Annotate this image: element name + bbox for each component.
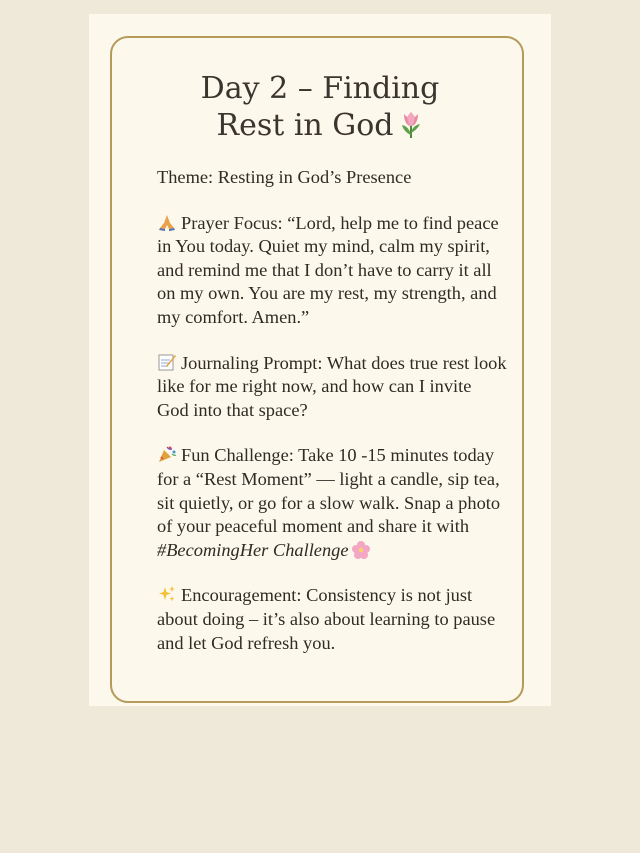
- journaling-prompt-text: Journaling Prompt: What does true rest look like for me right now, and how can I invite God into that space?: [157, 352, 507, 420]
- title-line-2-text: Rest in God: [216, 108, 394, 143]
- fun-challenge-text: Fun Challenge: Take 10 -15 minutes today for a “Rest Moment” — light a candle, sip tea, sit quietly, or go for a slow walk. Snap a photo of your peaceful moment and share it with: [157, 445, 501, 537]
- page-title: [110, 70, 530, 144]
- cherry-blossom-icon: [351, 540, 371, 560]
- hashtag: #BecomingHer Challenge: [157, 539, 349, 560]
- tulip-icon: [398, 109, 424, 139]
- praying-hands-icon: [157, 213, 177, 231]
- party-popper-icon: [157, 445, 177, 463]
- devotional-body: [157, 166, 507, 677]
- prayer-focus: [157, 212, 507, 330]
- encouragement: [157, 584, 507, 655]
- fun-challenge: [157, 444, 507, 562]
- sparkles-icon: [157, 585, 177, 603]
- title-line-1: Day 2 – Finding: [200, 71, 440, 106]
- memo-icon: [157, 353, 177, 371]
- title-line-2: [110, 107, 530, 144]
- encouragement-text: Encouragement: Consistency is not just about doing – it’s also about learning to pause and let God refresh you.: [157, 585, 496, 653]
- journaling-prompt: [157, 352, 507, 423]
- prayer-focus-text: Prayer Focus: “Lord, help me to find peace in You today. Quiet my mind, calm my spirit, and remind me that I don’t have to carry it all on my own. You are my rest, my strength, and my comfort. Amen.”: [157, 212, 499, 327]
- theme-text: Theme: Resting in God’s Presence: [157, 167, 412, 187]
